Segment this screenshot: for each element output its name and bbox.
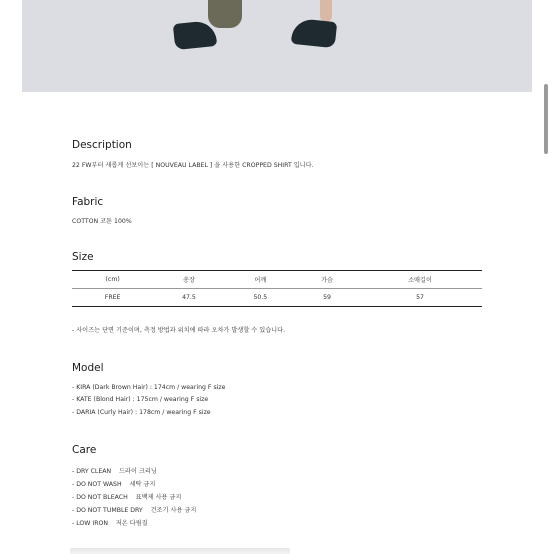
cut-off-text-row [70,548,290,554]
model-line: - KATE (Blond Hair) : 175cm / wearing F size [72,396,209,403]
size-table-header: 어깨 [225,271,296,289]
model-ankle [320,0,332,22]
table-cell: 57 [358,289,482,307]
size-table [72,270,482,307]
table-cell: 47.5 [153,289,224,307]
care-line: - LOW IRON 저온 다림질 [72,520,148,527]
fabric-heading: Fabric [72,196,104,208]
table-cell: 50.5 [225,289,296,307]
care-line: - DO NOT WASH 세탁 금지 [72,481,156,488]
description-heading: Description [72,139,132,151]
care-line: - DO NOT BLEACH 표백제 사용 금지 [72,494,182,501]
size-heading: Size [72,251,94,263]
shoe-right [291,18,337,48]
scrollbar[interactable] [544,84,548,154]
size-table-header: 총장 [153,271,224,289]
care-heading: Care [72,444,97,456]
table-cell: FREE [72,289,153,307]
model-line: - KIRA (Dark Brown Hair) : 174cm / wearing F size [72,384,226,391]
product-photo [22,0,532,92]
model-line: - DARIA (Curly Hair) : 178cm / wearing F size [72,409,211,416]
description-text: 22 FW부터 새롭게 선보이는 [ NOUVEAU LABEL ] 을 사용한 CROPPED SHIRT 입니다. [72,162,314,169]
table-row [72,289,482,307]
size-table-header: 가슴 [296,271,358,289]
care-line: - DO NOT TUMBLE DRY 건조기 사용 금지 [72,507,197,514]
size-table-header-row [72,271,482,289]
size-table-header: 소매길이 [358,271,482,289]
size-table-header: (cm) [72,271,153,289]
size-note: - 사이즈는 단면 기준이며, 측정 방법과 위치에 따라 오차가 발생할 수 있습니다. [72,327,286,334]
table-cell: 59 [296,289,358,307]
model-heading: Model [72,362,104,374]
fabric-text: COTTON 코튼 100% [72,218,132,225]
care-line: - DRY CLEAN 드라이 크리닝 [72,468,157,475]
model-pants [208,0,242,28]
